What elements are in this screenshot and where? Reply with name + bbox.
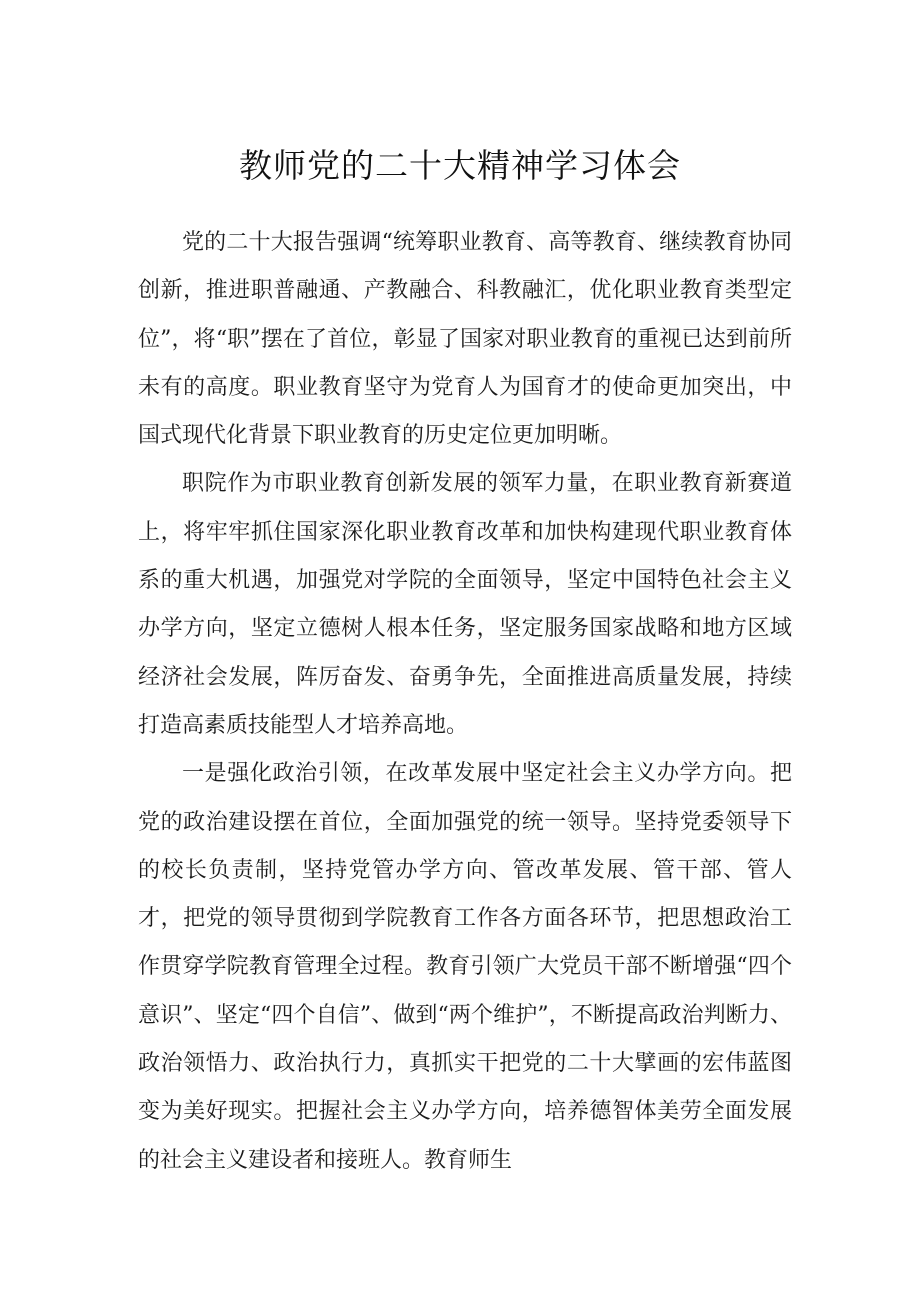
document-body <box>138 219 792 1185</box>
paragraph-1: 党的二十大报告强调“统筹职业教育、高等教育、继续教育协同创新，推进职普融通、产教融合、科教融汇，优化职业教育类型定位”，将“职”摆在了首位，彰显了国家对职业教育的重视已达到前所未有的高度。职业教育坚守为党育人为国育才的使命更加突出，中国式现代化背景下职业教育的历史定位更加明晰。 <box>138 230 792 449</box>
paragraph-3: 一是强化政治引领，在改革发展中坚定社会主义办学方向。把党的政治建设摆在首位，全面加强党的统一领导。坚持党委领导下的校长负责制，坚持党管办学方向、管改革发展、管干部、管人才，把党的领导贯彻到学院教育工作各方面各环节，把思想政治工作贯穿学院教育管理全过程。教育引领广大党员干部不断增强“四个意识”、坚定“四个自信”、做到“两个维护”，不断提高政治判断力、政治领悟力、政治执行力，真抓实干把党的二十大擘画的宏伟蓝图变为美好现实。把握社会主义办学方向，培养德智体美劳全面发展的社会主义建设者和接班人。教育师生 <box>138 761 792 1173</box>
paragraph-2: 职院作为市职业教育创新发展的领军力量，在职业教育新赛道上，将牢牢抓住国家深化职业教育改革和加快构建现代职业教育体系的重大机遇，加强党对学院的全面领导，坚定中国特色社会主义办学方向，坚定立德树人根本任务，坚定服务国家战略和地方区域经济社会发展，阵厉奋发、奋勇争先，全面推进高质量发展，持续打造高素质技能型人才培养高地。 <box>138 471 792 738</box>
document-title: 教师党的二十大精神学习体会 <box>239 146 681 185</box>
